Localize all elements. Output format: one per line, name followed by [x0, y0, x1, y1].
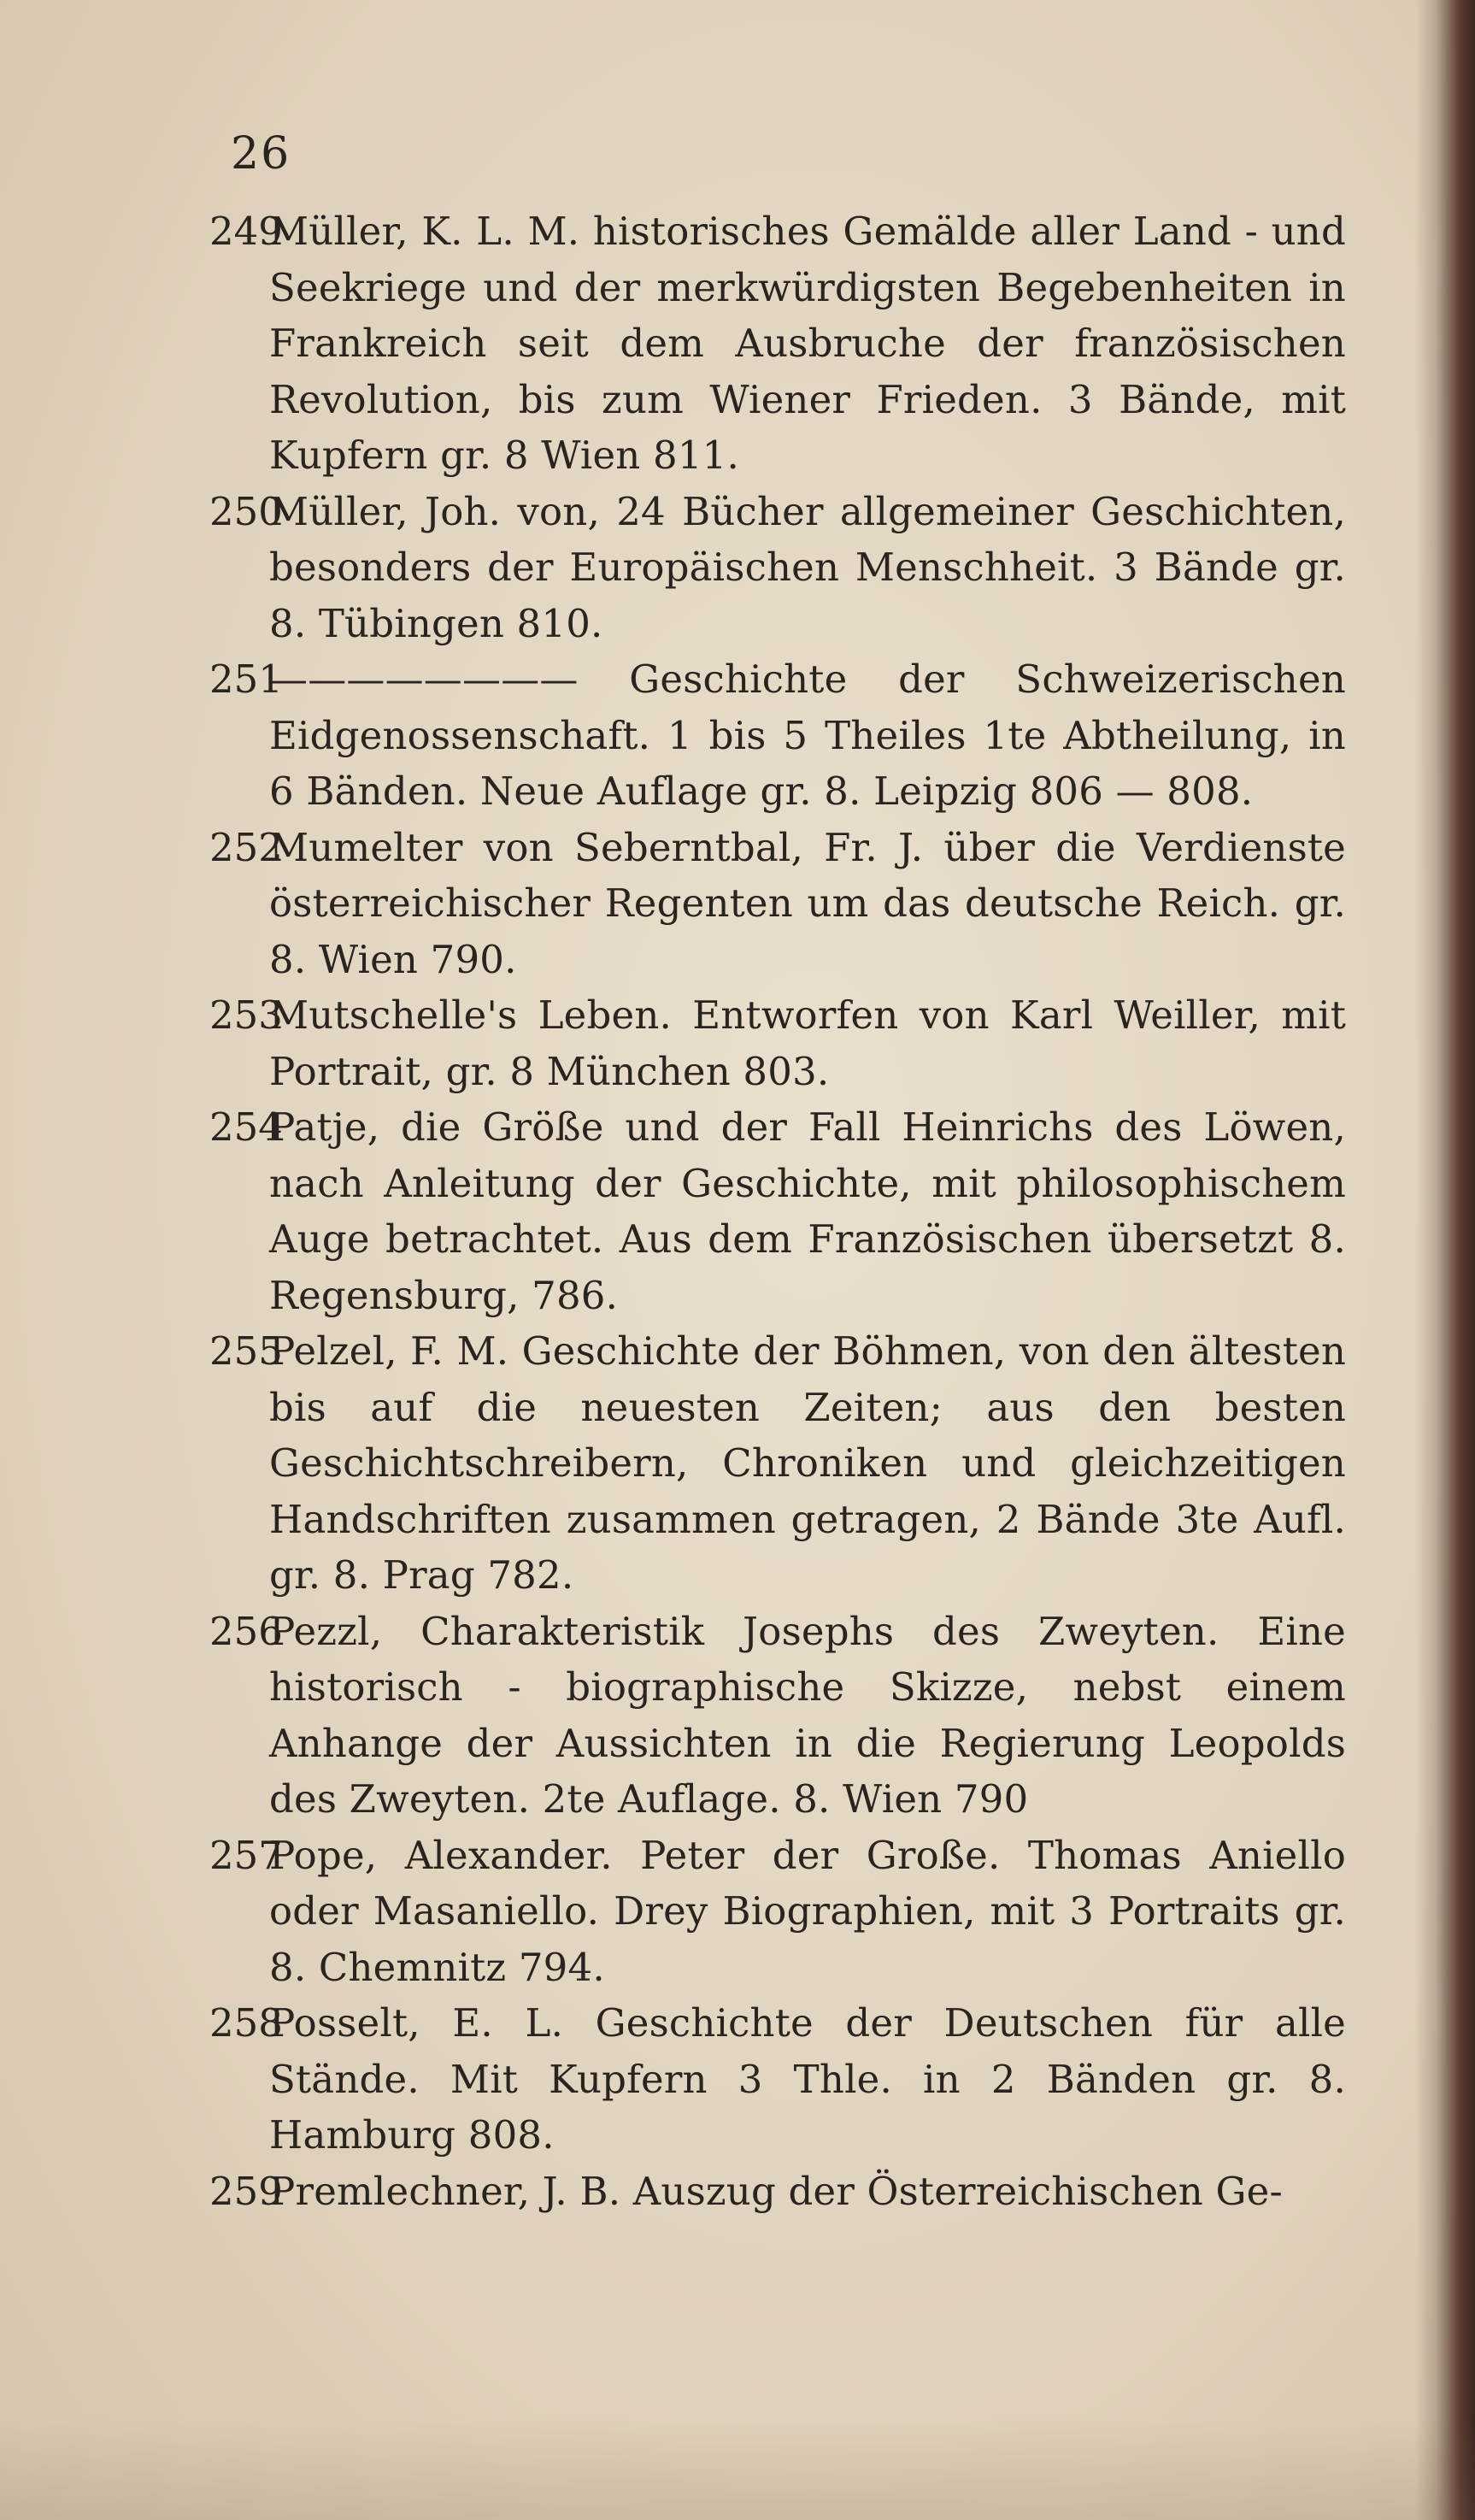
catalog-entry-251: [209, 651, 1346, 820]
entry-number: 254: [209, 1104, 283, 1150]
entry-text: Posselt, E. L. Geschichte der Deutschen für alle Stände. Mit Kupfern 3 Thle. in 2 Bänden gr. 8. Hamburg 808.: [269, 2000, 1346, 2158]
entry-text: Mumelter von Seberntbal, Fr. J. über die Verdienste österreichischer Regenten um das deutsche Reich. gr. 8. Wien 790.: [269, 824, 1346, 982]
catalog-entry-256: [209, 1604, 1346, 1828]
book-spine-shadow: [1415, 0, 1475, 2520]
entry-text: Pelzel, F. M. Geschichte der Böhmen, von den ältesten bis auf die neuesten Zeiten; aus den besten Geschichtschreibern, Chroniken und gleichzeitigen Handschriften zusammen getragen, 2 Bände 3te Aufl. gr. 8. Prag 782.: [269, 1328, 1346, 1598]
catalog-entry-250: [209, 484, 1346, 652]
entry-number: 256: [209, 1608, 283, 1654]
catalog-entries: [209, 203, 1346, 2219]
catalog-entry-253: [209, 987, 1346, 1099]
entry-text: ———————— Geschichte der Schweizerischen Eidgenossenschaft. 1 bis 5 Theiles 1te Abtheilung, in 6 Bänden. Neue Auflage gr. 8. Leipzig 806 — 808.: [269, 656, 1346, 814]
catalog-entry-259: [209, 2164, 1346, 2220]
entry-text: Patje, die Größe und der Fall Heinrichs des Löwen, nach Anleitung der Geschichte, mit philosophischem Auge betrachtet. Aus dem Französischen übersetzt 8. Regensburg, 786.: [269, 1104, 1346, 1318]
catalog-entry-257: [209, 1828, 1346, 1996]
entry-number: 252: [209, 824, 283, 870]
catalog-entry-254: [209, 1099, 1346, 1323]
entry-text: Pope, Alexander. Peter der Große. Thomas Aniello oder Masaniello. Drey Biographien, mit 3 Portraits gr. 8. Chemnitz 794.: [269, 1832, 1346, 1990]
entry-number: 249: [209, 209, 283, 254]
catalog-entry-252: [209, 820, 1346, 988]
entry-text: Premlechner, J. B. Auszug der Österreichischen Ge-: [269, 2168, 1283, 2214]
catalog-entry-255: [209, 1323, 1346, 1604]
entry-number: 257: [209, 1832, 283, 1878]
page-shading: [0, 2417, 1475, 2520]
catalog-entry-258: [209, 1995, 1346, 2164]
entry-number: 258: [209, 2000, 283, 2046]
entry-number: 255: [209, 1328, 283, 1374]
entry-text: Pezzl, Charakteristik Josephs des Zweyten. Eine historisch - biographische Skizze, nebst einem Anhange der Aussichten in die Regierung Leopolds des Zweyten. 2te Auflage. 8. Wien 790: [269, 1608, 1346, 1822]
entry-text: Müller, Joh. von, 24 Bücher allgemeiner Geschichten, besonders der Europäischen Menschheit. 3 Bände gr. 8. Tübingen 810.: [269, 488, 1346, 646]
entry-text: Mutschelle's Leben. Entworfen von Karl Weiller, mit Portrait, gr. 8 München 803.: [269, 992, 1346, 1094]
entry-number: 251: [209, 656, 283, 702]
entry-number: 259: [209, 2168, 283, 2214]
page-number: 26: [231, 128, 291, 180]
entry-number: 250: [209, 488, 283, 534]
catalog-entry-249: [209, 203, 1346, 484]
entry-text: Müller, K. L. M. historisches Gemälde aller Land - und Seekriege und der merkwürdigsten Begebenheiten in Frankreich seit dem Ausbruche der französischen Revolution, bis zum Wiener Frieden. 3 Bände, mit Kupfern gr. 8 Wien 811.: [269, 209, 1346, 478]
entry-number: 253: [209, 992, 283, 1038]
